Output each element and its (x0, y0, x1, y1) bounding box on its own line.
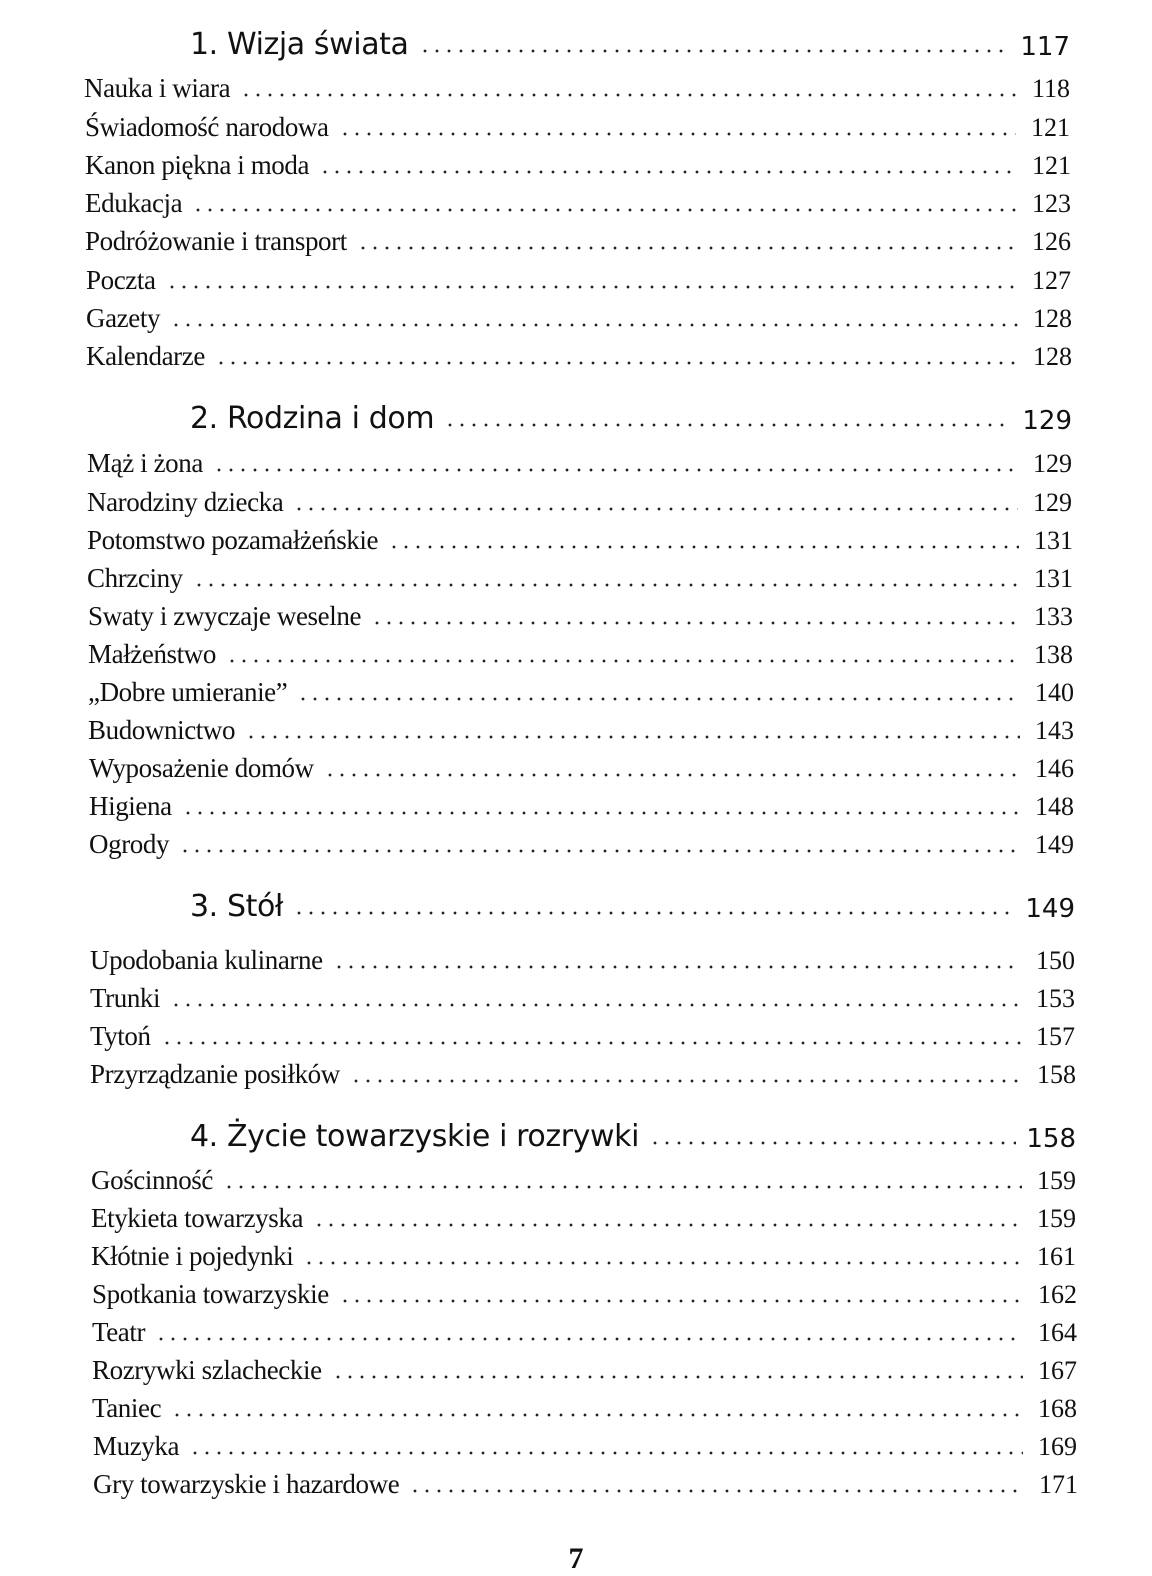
page-ref: 146 (1035, 754, 1074, 783)
entry-title: Mąż i żona (87, 448, 203, 478)
dot-leader (388, 544, 1019, 550)
entry-title: Kanon piękna i moda (85, 150, 310, 180)
page-ref: 123 (1032, 189, 1071, 218)
dot-leader (245, 734, 1020, 740)
entry-title: Kłótnie i pojedynki (91, 1241, 294, 1271)
toc-entry-row (89, 748, 1074, 784)
entry-title: Upodobania kulinarne (90, 945, 323, 975)
toc-entry-row (91, 1236, 1076, 1272)
page-ref: 127 (1032, 266, 1071, 295)
dot-leader (182, 810, 1020, 816)
dot-leader (192, 207, 1017, 213)
dot-leader (332, 1374, 1023, 1380)
dot-leader (297, 696, 1020, 702)
toc-entry-row (86, 336, 1072, 372)
page-ref: 149 (1025, 894, 1075, 924)
toc-entry-row (92, 1312, 1077, 1348)
entry-title: Etykieta towarzyska (91, 1203, 304, 1233)
dot-leader (333, 964, 1021, 970)
toc-entry-row (88, 710, 1074, 746)
chapter-title: 1. Wizja świata (190, 27, 409, 62)
dot-leader (339, 1298, 1023, 1304)
page-ref: 131 (1034, 526, 1073, 555)
page-ref: 138 (1034, 640, 1073, 669)
toc-entry-row (86, 298, 1072, 334)
toc-entry-row (89, 786, 1074, 822)
dot-leader (357, 245, 1017, 251)
dot-leader (419, 48, 1011, 54)
dot-leader (215, 360, 1018, 366)
entry-title: Narodziny dziecka (87, 487, 284, 517)
chapter-title: 3. Stół (190, 889, 284, 924)
dot-leader (319, 169, 1017, 175)
page-ref: 118 (1031, 74, 1070, 103)
toc-entry-row (85, 183, 1071, 219)
entry-title: Gościnność (91, 1165, 213, 1195)
toc-chapter-row (190, 20, 1070, 62)
chapter-title: 4. Życie towarzyskie i rozrywki (190, 1119, 640, 1154)
page-ref: 131 (1034, 564, 1073, 593)
dot-leader (161, 1040, 1021, 1046)
toc-entry-row (87, 520, 1073, 556)
toc-entry-row (86, 260, 1071, 296)
page-ref: 153 (1036, 984, 1075, 1013)
toc-entry-row (87, 443, 1072, 479)
entry-title: Ogrody (89, 829, 170, 859)
entry-title: Podróżowanie i transport (85, 226, 347, 256)
page-ref: 169 (1038, 1432, 1077, 1461)
entry-title: Poczta (86, 265, 156, 295)
page-number: 7 (568, 1542, 584, 1575)
chapter-title: 2. Rodzina i dom (190, 401, 435, 436)
toc-entry-row (92, 1388, 1077, 1424)
toc-entry-row (88, 672, 1074, 708)
entry-title: Rozrywki szlacheckie (92, 1355, 322, 1385)
entry-title: Nauka i wiara (84, 73, 231, 103)
dot-leader (649, 1140, 1016, 1146)
entry-title: Świadomość narodowa (85, 112, 329, 142)
dot-leader (324, 772, 1020, 778)
page-ref: 121 (1031, 113, 1070, 142)
toc-entry-row (92, 1350, 1077, 1386)
toc-chapter-row (190, 882, 1075, 924)
page-ref: 133 (1034, 602, 1073, 631)
entry-title: Taniec (92, 1393, 162, 1423)
dot-leader (193, 582, 1019, 588)
page-ref: 158 (1026, 1124, 1076, 1154)
toc-entry-row (87, 482, 1072, 518)
entry-title: Przyrządzanie posiłków (90, 1059, 340, 1089)
toc-entry-row (89, 824, 1074, 860)
page-ref: 148 (1035, 792, 1074, 821)
entry-title: Higiena (89, 791, 172, 821)
toc-entry-row (85, 221, 1071, 257)
page-ref: 158 (1037, 1060, 1076, 1089)
toc-entry-row (91, 1198, 1076, 1234)
dot-leader (166, 284, 1017, 290)
dot-leader (213, 467, 1018, 473)
page-ref: 161 (1037, 1242, 1076, 1271)
page-ref: 171 (1039, 1470, 1078, 1499)
dot-leader (444, 422, 1012, 428)
entry-title: Małżeństwo (88, 639, 216, 669)
toc-entry-row (90, 978, 1075, 1014)
entry-title: Kalendarze (86, 341, 205, 371)
entry-title: Potomstwo pozamałżeńskie (87, 525, 379, 555)
dot-leader (350, 1078, 1022, 1084)
dot-leader (293, 910, 1015, 916)
toc-entry-row (93, 1426, 1077, 1462)
page-ref: 121 (1032, 151, 1071, 180)
toc-entry-row (93, 1464, 1078, 1500)
dot-leader (371, 620, 1019, 626)
page-ref: 128 (1033, 304, 1072, 333)
page-ref: 149 (1035, 830, 1074, 859)
entry-title: Tytoń (90, 1021, 151, 1051)
dot-leader (240, 92, 1016, 98)
page-ref: 164 (1038, 1318, 1077, 1347)
dot-leader (189, 1450, 1023, 1456)
entry-title: Spotkania towarzyskie (92, 1279, 329, 1309)
toc-entry-row (88, 596, 1073, 632)
page-ref: 157 (1036, 1022, 1075, 1051)
dot-leader (170, 1002, 1021, 1008)
dot-leader (179, 848, 1020, 854)
toc-entry-row (85, 145, 1071, 181)
page-ref: 129 (1022, 406, 1072, 436)
entry-title: Budownictwo (88, 715, 236, 745)
dot-leader (339, 131, 1016, 137)
entry-title: Swaty i zwyczaje weselne (88, 601, 362, 631)
dot-leader (313, 1222, 1022, 1228)
page-ref: 167 (1038, 1356, 1077, 1385)
page-ref: 159 (1037, 1204, 1076, 1233)
page-ref: 117 (1020, 32, 1070, 62)
page-ref: 129 (1033, 449, 1072, 478)
toc-entry-row (87, 558, 1073, 594)
toc-entry-row (88, 634, 1073, 670)
page-ref: 143 (1035, 716, 1074, 745)
toc-entry-row (90, 940, 1075, 976)
dot-leader (303, 1260, 1022, 1266)
entry-title: Trunki (90, 983, 161, 1013)
dot-leader (293, 506, 1018, 512)
page-ref: 128 (1033, 342, 1072, 371)
toc-entry-row (91, 1160, 1076, 1196)
entry-title: Teatr (92, 1317, 146, 1347)
page-ref: 168 (1038, 1394, 1077, 1423)
toc-entry-row (90, 1054, 1076, 1090)
toc-entry-row (90, 1016, 1075, 1052)
toc-chapter-row (190, 1112, 1076, 1154)
toc-entry-row (92, 1274, 1077, 1310)
dot-leader (171, 1412, 1023, 1418)
dot-leader (170, 322, 1018, 328)
toc-entry-row (84, 68, 1070, 104)
toc-chapter-row (190, 394, 1072, 436)
page-ref: 162 (1038, 1280, 1077, 1309)
page-ref: 140 (1035, 678, 1074, 707)
dot-leader (155, 1336, 1023, 1342)
entry-title: „Dobre umieranie” (88, 677, 288, 707)
entry-title: Wyposażenie domów (89, 753, 314, 783)
dot-leader (409, 1488, 1024, 1494)
entry-title: Chrzciny (87, 563, 183, 593)
page-ref: 150 (1036, 946, 1075, 975)
entry-title: Gry towarzyskie i hazardowe (93, 1469, 400, 1499)
entry-title: Edukacja (85, 188, 183, 218)
entry-title: Gazety (86, 303, 161, 333)
entry-title: Muzyka (93, 1431, 180, 1461)
page-ref: 129 (1033, 488, 1072, 517)
dot-leader (226, 658, 1019, 664)
page-ref: 159 (1037, 1166, 1076, 1195)
dot-leader (223, 1184, 1022, 1190)
page-ref: 126 (1032, 227, 1071, 256)
toc-entry-row (85, 107, 1070, 143)
